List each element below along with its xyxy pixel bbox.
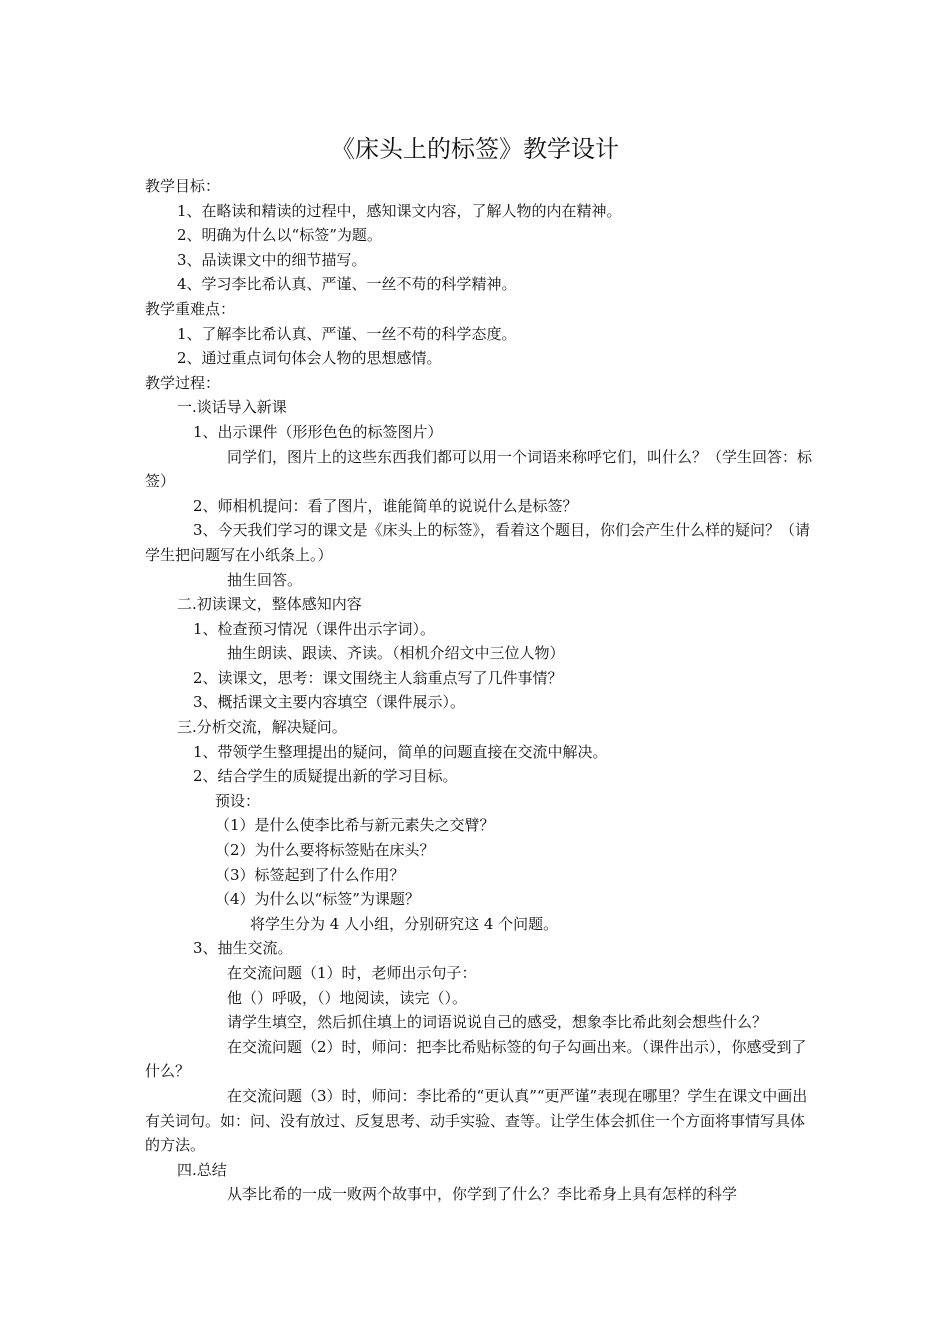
paragraph-line: 2、结合学生的质疑提出新的学习目标。 [193, 767, 458, 786]
paragraph-line: 在交流问题（1）时，老师出示句子： [227, 964, 477, 982]
paragraph-line: 2、读课文，思考：课文围绕主人翁重点写了几件事情？ [193, 668, 563, 687]
paragraph-line: 1、检查预习情况（课件出示字词）。 [193, 619, 436, 638]
paragraph-line: （3）标签起到了什么作用？ [215, 865, 405, 884]
paragraph-line: 抽生回答。 [227, 570, 303, 589]
paragraph-line: 3、抽生交流。 [193, 939, 293, 958]
document-title: 《床头上的标签》教学设计 [331, 135, 619, 163]
paragraph-line: 请学生填空，然后抓住填上的词语说说自己的感受，想象李比希此刻会想些什么？ [227, 1013, 768, 1032]
paragraph-line: 预设： [215, 791, 261, 810]
document-body [145, 174, 815, 1207]
paragraph-line: 从李比希的一成一败两个故事中，你学到了什么？李比希身上具有怎样的科学 [227, 1185, 738, 1204]
paragraph-line: 教学目标： [145, 177, 221, 195]
paragraph-line: 在交流问题（3）时，师问：李比希的“更认真”“更严谨”表现在哪里？学生在课文中画出有关词句。如：问、没有放过、反复思考、动手实验、查等。让学生体会抓住一个方面将事情写具体的方法。 [145, 1086, 808, 1155]
paragraph-line: 同学们，图片上的这些东西我们都可以用一个词语来称呼它们，叫什么？（学生回答：标签） [145, 447, 813, 491]
paragraph-line: 将学生分为 4 人小组，分别研究这 4 个问题。 [250, 914, 559, 933]
paragraph-line: （1）是什么使李比希与新元素失之交臂？ [215, 816, 495, 835]
paragraph-line: 1、带领学生整理提出的疑问，简单的问题直接在交流中解决。 [193, 742, 608, 761]
paragraph-line: 3、概括课文主要内容填空（课件展示）。 [193, 693, 466, 712]
paragraph-line: 1、出示课件（形形色色的标签图片） [193, 422, 443, 441]
paragraph-line: 他（）呼吸，（）地阅读，读完（）。 [227, 988, 468, 1007]
paragraph-line: 教学过程： [145, 373, 221, 392]
paragraph-line: 抽生朗读、跟读、齐读。（相机介绍文中三位人物） [227, 644, 565, 663]
paragraph-line: 1、了解李比希认真、严谨、一丝不苟的科学态度。 [177, 324, 517, 343]
paragraph-line: 教学重难点： [145, 299, 236, 318]
paragraph-line: （2）为什么要将标签贴在床头？ [215, 841, 435, 860]
paragraph-line: 二.初读课文，整体感知内容 [177, 595, 362, 614]
paragraph-line: 3、今天我们学习的课文是《床头上的标签》，看着这个题目，你们会产生什么样的疑问？（请学生把问题写在小纸条上。） [145, 521, 811, 564]
paragraph-line: 2、明确为什么以“标签”为题。 [177, 226, 382, 245]
paragraph-line: 3、品读课文中的细节描写。 [177, 250, 367, 269]
paragraph-line: 在交流问题（2）时，师问：把李比希贴标签的句子勾画出来。（课件出示），你感受到了什么？ [145, 1037, 807, 1081]
paragraph-line: 四.总结 [177, 1160, 227, 1179]
paragraph-line: 2、师相机提问：看了图片，谁能简单的说说什么是标签？ [193, 496, 578, 515]
paragraph-line: （4）为什么以“标签”为课题？ [215, 890, 420, 909]
paragraph-line: 2、通过重点词句体会人物的思想感情。 [177, 349, 442, 368]
paragraph-line: 4、学习李比希认真、严谨、一丝不苟的科学精神。 [177, 275, 517, 294]
paragraph-line: 1、在略读和精读的过程中，感知课文内容，了解人物的内在精神。 [177, 201, 622, 220]
paragraph-line: 一.谈话导入新课 [177, 398, 287, 417]
paragraph-line: 三.分析交流，解决疑问。 [177, 718, 347, 737]
